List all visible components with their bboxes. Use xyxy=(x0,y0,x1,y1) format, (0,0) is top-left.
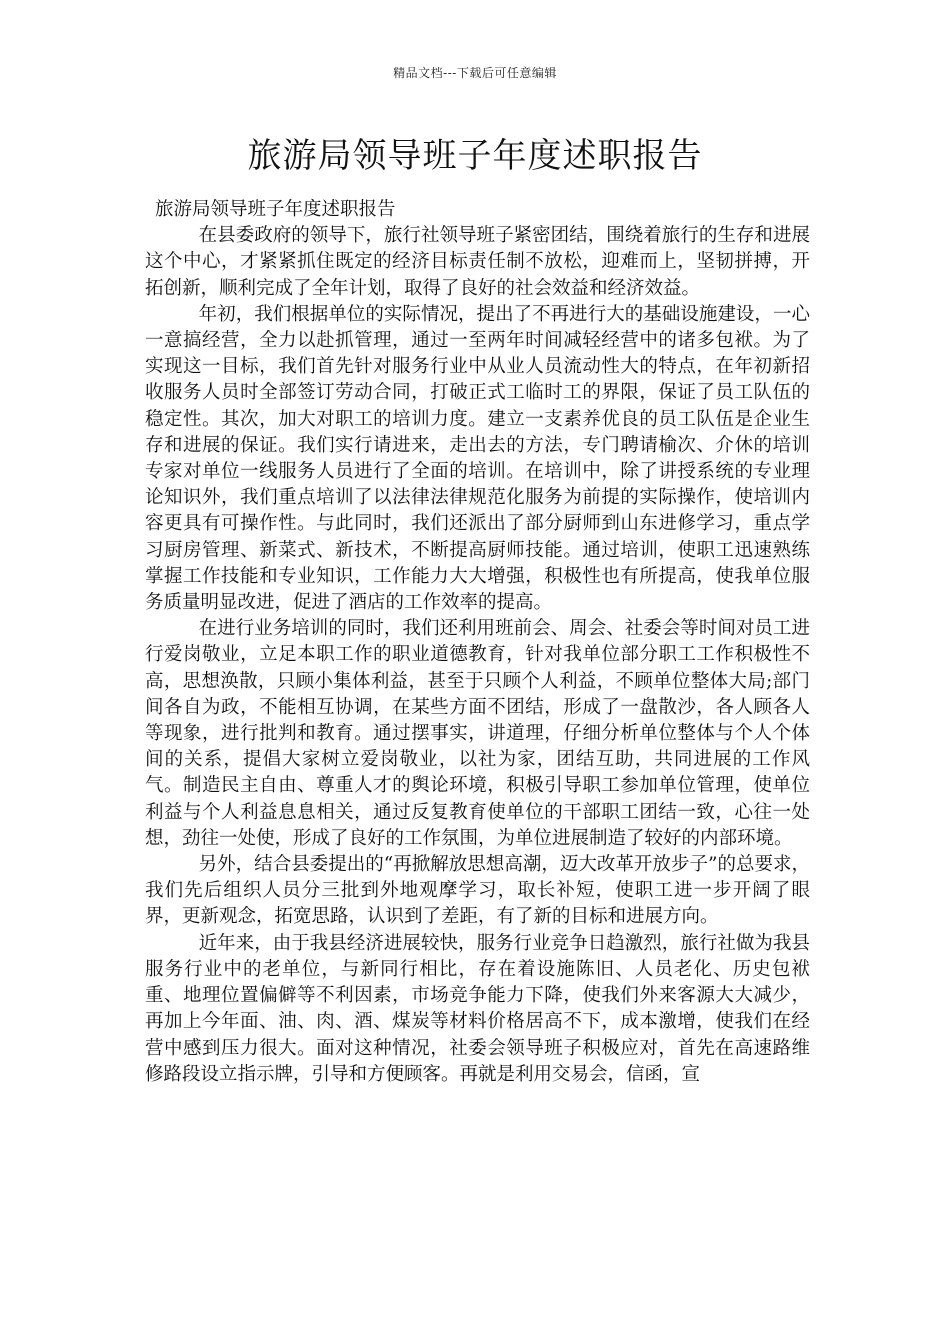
document-body xyxy=(145,197,810,1297)
paragraph: 近年来，由于我县经济进展较快，服务行业竞争日趋激烈，旅行社做为我县服务行业中的老单位，与新同行相比，存在着设施陈旧、人员老化、历史包袱重、地理位置偏僻等不利因素，市场竞争能力下降，使我们外来客源大大减少，再加上今年面、油、肉、酒、煤炭等材料价格居高不下，成本激增，使我们在经营中感到压力很大。面对这种情况，社委会领导班子积极应对，首先在高速路维修路段设立指示牌，引导和方便顾客。再就是利用交易会，信函，宣 xyxy=(145,932,810,1085)
header-note: 精品文档---下载后可任意编辑 xyxy=(393,66,557,80)
paragraph: 另外，结合县委提出的“再掀解放思想高潮，迈大改革开放步子”的总要求，我们先后组织人员分三批到外地观摩学习，取长补短，使职工进一步开阔了眼界，更新观念，拓宽思路，认识到了差距，有了新的目标和进展方向。 xyxy=(145,854,810,928)
document-title: 旅游局领导班子年度述职报告 xyxy=(247,136,703,176)
document-subtitle: 旅游局领导班子年度述职报告 xyxy=(155,199,396,220)
paragraph: 在进行业务培训的同时，我们还利用班前会、周会、社委会等时间对员工进行爱岗敬业，立足本职工作的职业道德教育，针对我单位部分职工工作积极性不高，思想涣散，只顾小集体利益，甚至于只顾个人利益，不顾单位整体大局;部门间各自为政，不能相互协调，在某些方面不团结，形成了一盘散沙，各人顾各人等现象，进行批判和教育。通过摆事实，讲道理，仔细分析单位整体与个人个体间的关系，提倡大家树立爱岗敬业，以社为家，团结互助，共同进展的工作风气。制造民主自由、尊重人才的舆论环境，积极引导职工参加单位管理，使单位利益与个人利益息息相关，通过反复教育使单位的干部职工团结一致，心往一处想，劲往一处使，形成了良好的工作氛围，为单位进展制造了较好的内部环境。 xyxy=(145,618,810,849)
paragraph: 年初，我们根据单位的实际情况，提出了不再进行大的基础设施建设，一心一意搞经营，全力以赴抓管理，通过一至两年时间减轻经营中的诸多包袱。为了实现这一目标，我们首先针对服务行业中从业人员流动性大的特点，在年初新招收服务人员时全部签订劳动合同，打破正式工临时工的界限，保证了员工队伍的稳定性。其次，加大对职工的培训力度。建立一支素养优良的员工队伍是企业生存和进展的保证。我们实行请进来，走出去的方法，专门聘请榆次、介休的培训专家对单位一线服务人员进行了全面的培训。在培训中，除了讲授系统的专业理论知识外，我们重点培训了以法律法律规范化服务为前提的实际操作，使培训内容更具有可操作性。与此同时，我们还派出了部分厨师到山东进修学习，重点学习厨房管理、新菜式、新技术，不断提高厨师技能。通过培训，使职工迅速熟练掌握工作技能和专业知识，工作能力大大增强，积极性也有所提高，使我单位服务质量明显改进，促进了酒店的工作效率的提高。 xyxy=(145,303,810,614)
paragraph: 在县委政府的领导下，旅行社领导班子紧密团结，围绕着旅行的生存和进展这个中心，才紧紧抓住既定的经济目标责任制不放松，迎难而上，坚韧拼搏，开拓创新，顺利完成了全年计划，取得了良好的社会效益和经济效益。 xyxy=(145,225,810,299)
